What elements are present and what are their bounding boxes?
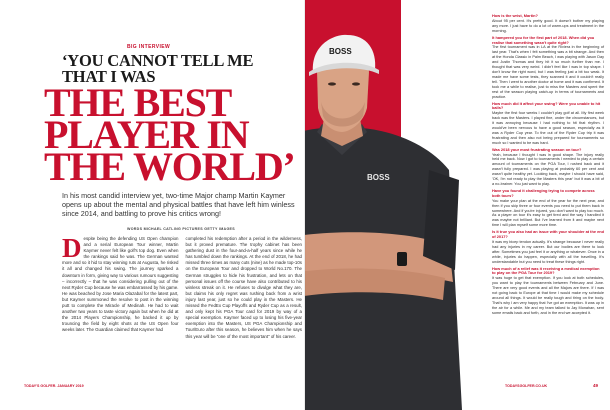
body-text-1: espite being the defending US Open champion and a serial European Tour winner, Martin Kaymer never felt like golf's top dog. Even when the rankings said he was. The German wanted more and so it hid to stay winning ruts at Augusta, he risked it all and changed his swing. The journey sparked a downturn in form, giving way to various rumours suggesting – incorrectly – that he was considering pulling out of the next Ryder Cup because he was embarrassed by his game. He was beached by Jose Maria Olazabal for the latest part, but Kaymer summoned the resolve to post in the winning putt to complete the Miracle of Medinah. He had to wait another two years to taste victory again but when he did at the 2014 Players Championship, he backed it up by trouncing the field by eight shots at the US Open four weeks later. The Guardian claimed that Kaymer had [62, 236, 179, 333]
folio-left: TODAY'S GOLFER. JANUARY 2019 [24, 384, 84, 388]
interview-answer: You make your plan at the end of the year for the next year, and then if you skip three or four events you need to put them back in somewhere. And if you're injured, you don't want to play too much. As a player on tour it's easy to get tired and the way I handled it was maybe not brilliant. But I've learned from it and maybe next time I will plan myself some more time. [492, 198, 604, 228]
body-column-1 [62, 233, 179, 340]
interview-answer: It was my bicep tendon actually. It's strange because I never really had any injuries in my career. But our bodies are there to look after. Sometimes you just feel it or anything or whatever. Once in a while, injuries do happen, especially with all the travelling. It's understandable but you need to treat these things right. [492, 239, 604, 264]
interview-question: How is the wrist, Martin? [492, 13, 538, 19]
interview-answer: About 95 per cent. It's pretty good. It doesn't bother my playing any more. I just have to do a lot of warm-ups and treatment in the morning. [492, 18, 604, 33]
interview-question: How much of a relief was it receiving a medical exemption to play on the PGA Tour for 2019? [492, 265, 600, 276]
standfirst: In his most candid interview yet, two-time Major champ Martin Kaymer opens up about the mental and physical battles that have left him winless since 2014, and battling to prove his critics wrong! [62, 191, 295, 219]
body-column-2: completed his redemption after a period in the wilderness, but it proved premature. The trophy cabinet has been gathering dust in the four-and-a-half years since while he has tumbled down the rankings. At the end of 2018, he had missed three times as many cuts (nine) as he made top-10s on the European Tour and dropped to World No.170. The German struggles to hide his frustration, and lets on that personal issues off the course have also contributed to his winless streak on it. He refuses to divulge what they are, but claims his only regret was rushing back from a wrist injury last year, just so he could play in the Masters. He missed the FedEx Cup Playoffs and Ryder Cup as a result, and only kept his PGA Tour card for 2019 by way of a special exemption. Kaymer faced up to losing his five-year exemption into the Masters, US PGA Championship and Tour/Euro after this season, he believes him when he says this year will be "one of the most important" of his career. [185, 236, 302, 339]
headline-line-2: THE BEST PLAYER IN THE WORLD’ [44, 80, 295, 189]
byline: WORDS MICHAEL CATLING PICTURES GETTY IMAGES [127, 227, 235, 231]
section-tag: BIG INTERVIEW [127, 44, 171, 50]
interview-question: Was 2018 your most frustrating season on tour? [492, 146, 582, 152]
headline-line-1: ‘YOU CANNOT TELL ME THAT I WAS [62, 51, 254, 86]
interview-answer: The first tournament was in LA at the Riviera in the beginning of last year. That's when I felt something was a bit strange. And then at the Honda Classic in Palm Beach, I was playing with Jason Day and Justin Thomas and they hit it so much further than me. I thought that was very weird. I didn't feel like I was in top shape. I don't know the right word, but I was feeling just a bit too weak. It made me have some tests, they scanned it and it couldn't really tell. Then I went to another doctor at home and it was confirmed. It took me a while to realise, just to miss the Masters and spent the rest of the season playing catch-up in terms of tournaments and practice. [492, 45, 604, 99]
interview-question: How much did it affect your swing? Were you unable to hit balls? [492, 100, 601, 111]
drop-cap: D [62, 233, 82, 263]
interview-answer: Maybe the first four weeks I couldn't play golf at all. My first week back was the Masters. I played fine, under the circumstances, but it was annoying because I had nothing to hit that rhythm. I would've been nervous to have a good season, especially as it was a Ryder Cup year. To the out of the Ryder Cup trip it was frustrating and then also not being prepared for tournaments so much so I wanted to be was hard. [492, 111, 604, 145]
pull-quote: ‘THE INJURY REALLY HELD ME BACK. I GOT TO TOURNAMENTS AND I WASN'T PREPARED. I WAS PLAYING AT 60 PER CENT.’ [431, 13, 489, 100]
interview-answer: It was huge to get that exemption. If you look at both schedules, you want to play the tournaments between February and June. There are very good events and all the Majors are there. If I was not going back to Europe at that time I would make my schedule around all things. It would be really tough and tiring on the body. That's why I am very happy that I've got an exemption. It was up in the air for a while. Me and my team talked to Jay Monahan, sent some emails back and forth, and in the end we accepted it. [492, 276, 604, 315]
interview-question: Have you found it challenging trying to compete across both tours? [492, 188, 595, 198]
spine-gutter [304, 0, 306, 410]
shirt-logo: BOSS [367, 173, 390, 182]
body-columns [62, 233, 302, 340]
cap-logo: BOSS [329, 47, 352, 56]
folio-right: TODAYSGOLFER.CO.UK [505, 384, 548, 388]
interview-question: Is it true you also had an issue with your shoulder at the end of 2017? [492, 229, 604, 240]
interview-question: It hampered you for the first part of 2018. When did you realise that something wasn't quite right? [492, 34, 595, 45]
right-page [305, 0, 610, 410]
page-number: 49 [593, 383, 599, 388]
interview-answer: Yeah, because I thought I was in good shape. The injury really held me back. Now I got to tournaments I needed to play a certain amount of tournaments on the PGA Tour, I rushed back and it wasn't fully prepared. I was playing at probably 60 per cent and wasn't quite healthy yet. Looking back, maybe I should have said, 'OK, I'm not ready to play the Masters this year' but it was a bit of a no-brainer. You just want to play. [492, 152, 604, 186]
qa-section [492, 12, 604, 315]
